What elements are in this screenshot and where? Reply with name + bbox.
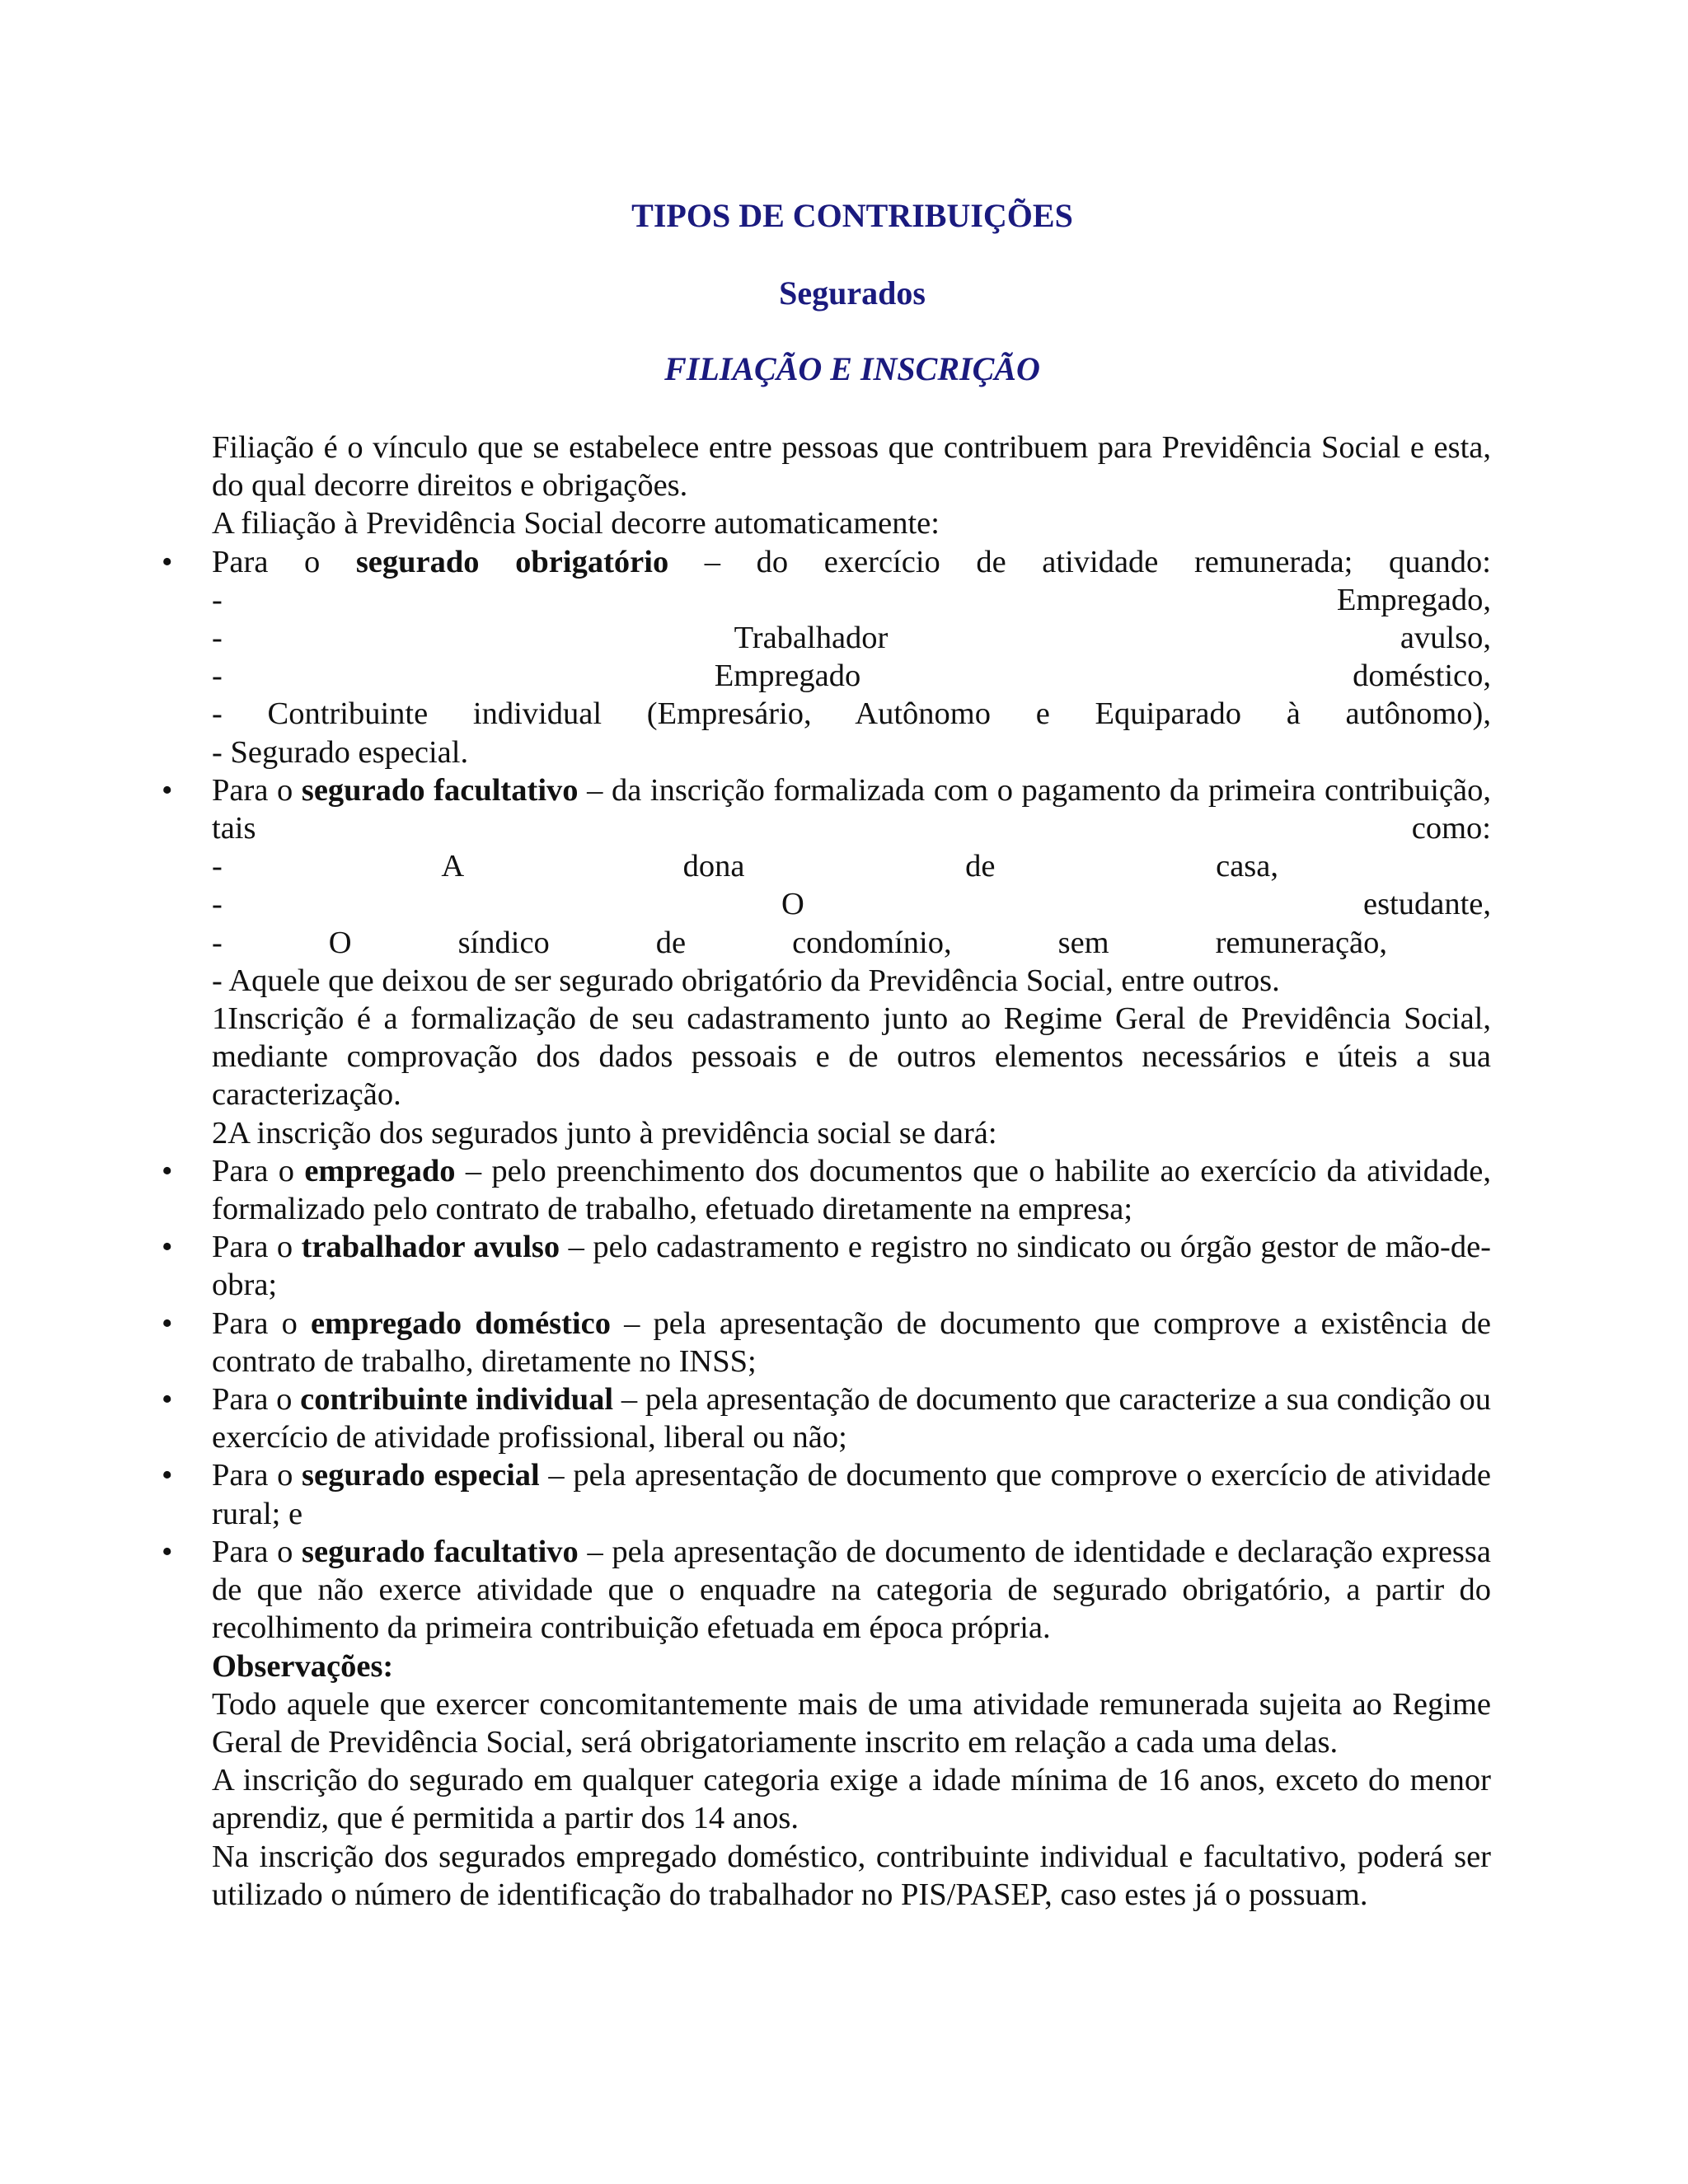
observacao-paragraph: Todo aquele que exercer concomitantemente mais de uma atividade remunerada sujeita ao Regime Geral de Previdência Social, será obrigatoriamente inscrito em relação a cada uma delas. [212,1686,1491,1760]
page-subtitle: Segurados [779,274,926,312]
list-item: - Empregado, [212,582,1491,617]
bullet-contribuinte-individual: • Para o contribuinte individual – pela apresentação de documento que caracterize a sua condição ou exercício de atividade profissional, liberal ou não; [162,1382,1491,1455]
bullet-empregado-domestico: • Para o empregado doméstico – pela apresentação de documento que comprove a existência de contrato de trabalho, diretamente no INSS; [162,1305,1491,1379]
bullet-icon: • [162,772,173,808]
list-item: - Trabalhador avulso, [212,621,1491,656]
list-item: - Empregado doméstico, [212,658,1491,694]
paragraph-filiacao: Filiação é o vínculo que se estabelece entre pessoas que contribuem para Previdência Social e esta, do qual decorre direitos e obrigações. [212,430,1491,504]
bullet-icon: • [162,1230,173,1265]
page-title: TIPOS DE CONTRIBUIÇÕES [631,197,1073,234]
list-item: - A dona de casa, [212,849,1278,884]
section-heading: FILIAÇÃO E INSCRIÇÃO [664,350,1040,387]
bullet-empregado: • Para o empregado – pelo preenchimento dos documentos que o habilite ao exercício da atividade, formalizado pelo contrato de trabalho, efetuado diretamente na empresa; [162,1153,1491,1227]
list-item: - O síndico de condomínio, sem remuneração, [212,925,1387,960]
paragraph-inscricao: 1Inscrição é a formalização de seu cadastramento junto ao Regime Geral de Previdência Social, mediante comprovação dos dados pessoais e de outros elementos necessários e úteis a sua caracterização. [212,1001,1491,1113]
bullet-icon: • [162,1153,173,1188]
observacoes-heading: Observações: [212,1648,394,1684]
bullet-segurado-especial: • Para o segurado especial – pela apresentação de documento que comprove o exercício de atividade rural; e [162,1458,1491,1531]
list-item: - Aquele que deixou de ser segurado obrigatório da Previdência Social, entre outros. [212,963,1280,998]
paragraph-inscricao-segurados: 2A inscrição dos segurados junto à previdência social se dará: [212,1115,997,1151]
bullet-segurado-obrigatorio: • Para o segurado obrigatório – do exercício de atividade remunerada; quando: - Empregado, - Trabalhador avulso, - Empregado doméstico, - Contribuinte individual (Empresário, Autônomo e Equiparado à autônomo), - Segurado especial. [212,543,1491,771]
observacao-paragraph: Na inscrição dos segurados empregado doméstico, contribuinte individual e facultativo, poderá ser utilizado o número de identificação do trabalhador no PIS/PASEP, caso estes já o possuam. [212,1839,1491,1912]
paragraph-filiacao-automatica: A filiação à Previdência Social decorre automaticamente: [212,506,940,541]
bullet-segurado-facultativo-inscricao: • Para o segurado facultativo – pela apresentação de documento de identidade e declaração expressa de que não exerce atividade que o enquadre na categoria de segurado obrigatório, a partir do recolhimento da primeira contribuição efetuada em época própria. [162,1534,1491,1646]
bullet-icon: • [162,1458,173,1493]
observacao-paragraph: A inscrição do segurado em qualquer categoria exige a idade mínima de 16 anos, exceto do menor aprendiz, que é permitida a partir dos 14 anos. [212,1763,1491,1836]
bullet-icon: • [162,544,173,579]
list-item: - O estudante, [212,887,1491,922]
bullet-icon: • [162,1305,173,1341]
bullet-segurado-facultativo: • Para o segurado facultativo – da inscrição formalizada com o pagamento da primeira contribuição, tais como: - A dona de casa, - O estudante, - O síndico de condomínio, sem remuneração, - Aquele que deixou de ser segurado obrigatório da Previdência Social, entre outros. [212,771,1491,1000]
list-item: - Contribuinte individual (Empresário, Autônomo e Equiparado à autônomo), [212,696,1491,732]
document-body [162,429,1492,1914]
bullet-trabalhador-avulso: • Para o trabalhador avulso – pelo cadastramento e registro no sindicato ou órgão gestor de mão-de-obra; [162,1230,1491,1303]
bullet-icon: • [162,1534,173,1569]
list-item: - Segurado especial. [212,734,469,770]
bullet-icon: • [162,1382,173,1418]
